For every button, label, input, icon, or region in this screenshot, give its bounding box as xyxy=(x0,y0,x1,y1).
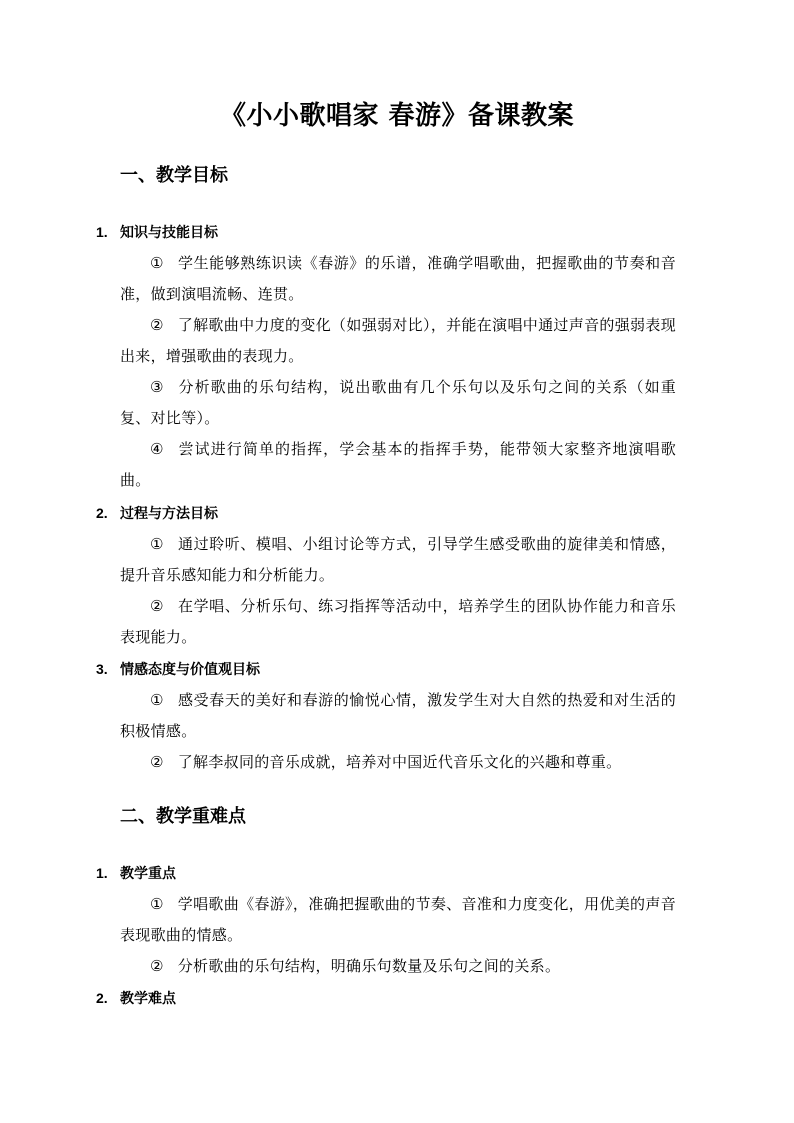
list-item xyxy=(120,951,676,982)
subsection-number: 2. xyxy=(96,505,108,521)
subsection-label: 过程与方法目标 xyxy=(120,506,218,522)
section-heading-objectives: 一、教学目标 xyxy=(120,165,228,186)
list-item xyxy=(120,434,676,496)
item-text: 分析歌曲的乐句结构，明确乐句数量及乐句之间的关系。 xyxy=(177,957,561,975)
list-item xyxy=(120,747,676,778)
item-text: 学生能够熟练识读《春游》的乐谱，准确学唱歌曲，把握歌曲的节奏和音准，做到演唱流畅、连贯。 xyxy=(120,254,677,303)
item-text: 通过聆听、模唱、小组讨论等方式，引导学生感受歌曲的旋律美和情感，提升音乐感知能力和分析能力。 xyxy=(120,535,677,584)
item-marker: ① xyxy=(150,535,165,553)
list-item xyxy=(120,310,676,372)
subsection-heading-difficult-points xyxy=(96,987,176,1010)
list-item xyxy=(120,248,676,310)
subsection-number: 1. xyxy=(96,224,108,240)
subsection-label: 知识与技能目标 xyxy=(120,225,218,241)
item-marker: ① xyxy=(150,895,164,913)
subsection-heading-knowledge-skills xyxy=(96,221,218,244)
item-marker: ② xyxy=(150,753,164,771)
item-marker: ① xyxy=(150,254,165,272)
item-text: 尝试进行简单的指挥，学会基本的指挥手势，能带领大家整齐地演唱歌曲。 xyxy=(120,440,676,489)
item-text: 分析歌曲的乐句结构，说出歌曲有几个乐句以及乐句之间的关系（如重复、对比等）。 xyxy=(120,378,676,427)
list-item xyxy=(120,529,676,591)
subsection-heading-emotion-values xyxy=(96,658,260,681)
item-text: 了解李叔同的音乐成就，培养对中国近代音乐文化的兴趣和尊重。 xyxy=(177,753,622,771)
item-marker: ② xyxy=(150,597,165,615)
item-text: 在学唱、分析乐句、练习指挥等活动中，培养学生的团队协作能力和音乐表现能力。 xyxy=(120,597,677,646)
list-item xyxy=(120,685,676,747)
item-marker: ③ xyxy=(150,378,165,396)
subsection-number: 3. xyxy=(96,661,108,677)
item-text: 学唱歌曲《春游》，准确把握歌曲的节奏、音准和力度变化，用优美的声音表现歌曲的情感。 xyxy=(120,895,677,944)
item-marker: ② xyxy=(150,316,164,334)
list-item xyxy=(120,591,676,653)
list-item xyxy=(120,889,676,951)
subsection-label: 情感态度与价值观目标 xyxy=(120,662,260,678)
subsection-heading-process-methods xyxy=(96,502,218,525)
document-title: 《小小歌唱家 春游》备课教案 xyxy=(219,101,575,131)
subsection-number: 2. xyxy=(96,990,108,1006)
subsection-label: 教学难点 xyxy=(120,991,176,1007)
subsection-number: 1. xyxy=(96,865,108,881)
item-marker: ② xyxy=(150,957,164,975)
item-text: 了解歌曲中力度的变化（如强弱对比），并能在演唱中通过声音的强弱表现出来，增强歌曲的表现力。 xyxy=(120,316,677,365)
section-heading-key-difficult-points: 二、教学重难点 xyxy=(120,806,246,827)
item-marker: ④ xyxy=(150,440,165,458)
subsection-label: 教学重点 xyxy=(120,866,176,882)
list-item xyxy=(120,372,676,434)
item-text: 感受春天的美好和春游的愉悦心情，激发学生对大自然的热爱和对生活的积极情感。 xyxy=(120,691,677,740)
item-marker: ① xyxy=(150,691,165,709)
subsection-heading-key-points xyxy=(96,862,176,885)
